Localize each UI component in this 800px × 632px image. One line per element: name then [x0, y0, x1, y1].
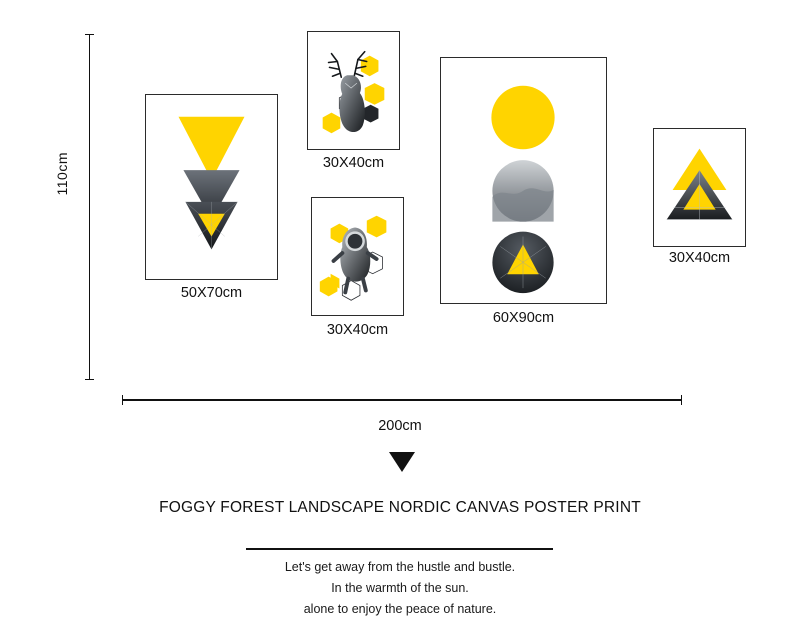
frame-60x90[interactable] [440, 57, 607, 304]
tagline-line-2: In the warmth of the sun. [331, 581, 469, 595]
frame-30x40-astronaut[interactable] [311, 197, 404, 316]
frame-30x40-triangles[interactable] [653, 128, 746, 247]
artwork-deer-head-with-hexagons [308, 32, 399, 149]
artwork-yellow-and-grey-triangles [146, 95, 277, 279]
tagline-line-3: alone to enjoy the peace of nature. [303, 602, 497, 616]
artwork-three-circles [441, 58, 606, 303]
width-measure-label: 200cm [378, 418, 422, 434]
artwork-stacked-mountain-triangles [654, 129, 745, 246]
tagline-line-1: Let's get away from the hustle and bustle. [284, 560, 516, 574]
width-measure-line [122, 399, 682, 401]
frame-50x70[interactable] [145, 94, 278, 280]
title-divider [246, 548, 553, 550]
caption-30x40-deer: 30X40cm [322, 155, 385, 171]
caption-50x70: 50X70cm [180, 285, 243, 301]
frame-30x40-deer[interactable] [307, 31, 400, 150]
height-measure-label: 110cm [54, 152, 70, 196]
poster-title: FOGGY FOREST LANDSCAPE NORDIC CANVAS POSTER PRINT [159, 499, 641, 516]
height-measure-line [89, 34, 90, 380]
caption-30x40-triangles: 30X40cm [668, 250, 731, 266]
artwork-astronaut-with-hexagons [312, 198, 403, 315]
down-arrow-icon [389, 452, 415, 472]
caption-60x90: 60X90cm [492, 310, 555, 326]
caption-30x40-astronaut: 30X40cm [326, 322, 389, 338]
